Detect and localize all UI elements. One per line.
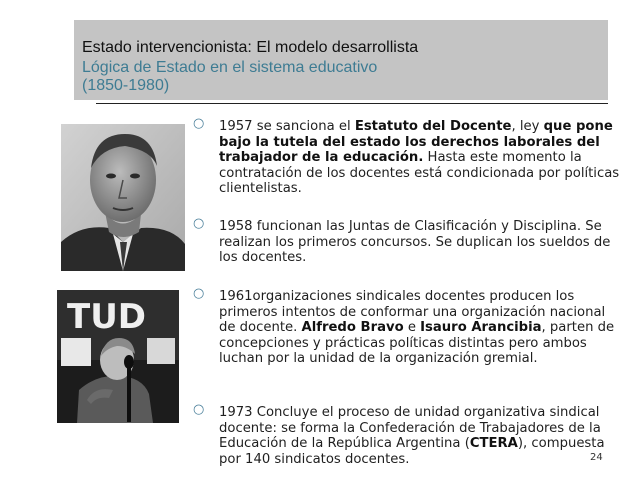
circle-bullet-icon: ○ — [193, 216, 205, 231]
circle-bullet-icon: ○ — [193, 116, 205, 131]
bullet-text: 1973 Concluye el proceso de unidad organizativa sindical docente: se forma la Confederación de Trabajadores de la Educación de la República Argentina (CTERA), compuesta por 140 sindicatos docentes. — [219, 405, 605, 467]
portrait-photo-man-suit — [61, 124, 185, 271]
page-number: 24 — [590, 452, 603, 463]
bullet-text: 1958 funcionan las Juntas de Clasificación y Disciplina. Se realizan los primeros concursos. Se duplican los sueldos de los docentes. — [219, 219, 611, 266]
slide-header — [74, 20, 608, 100]
header-subtitle: Lógica de Estado en el sistema educativo — [82, 59, 378, 76]
bullet-text: 1957 se sanciona el Estatuto del Docente, ley que pone bajo la tutela del estado los derechos laborales del trabajador de la educación. Hasta este momento la contratación de los docentes está condicionada por políticas clientelistas. — [219, 119, 620, 197]
banner-sign-text: TUD — [67, 297, 147, 337]
circle-bullet-icon: ○ — [193, 402, 205, 417]
header-period: (1850-1980) — [82, 77, 170, 94]
photo-man-at-microphone — [57, 290, 179, 423]
circle-bullet-icon: ○ — [193, 286, 205, 301]
header-title: Estado intervencionista: El modelo desarrollista — [82, 39, 419, 56]
bullet-text: 1961organizaciones sindicales docentes producen los primeros intentos de conformar una organización nacional de docente. Alfredo Bravo e Isauro Arancibia, parten de concepciones y prácticas políticas distintas pero ambos luchan por la unidad de la organización gremial. — [219, 289, 615, 367]
header-divider — [96, 103, 608, 104]
